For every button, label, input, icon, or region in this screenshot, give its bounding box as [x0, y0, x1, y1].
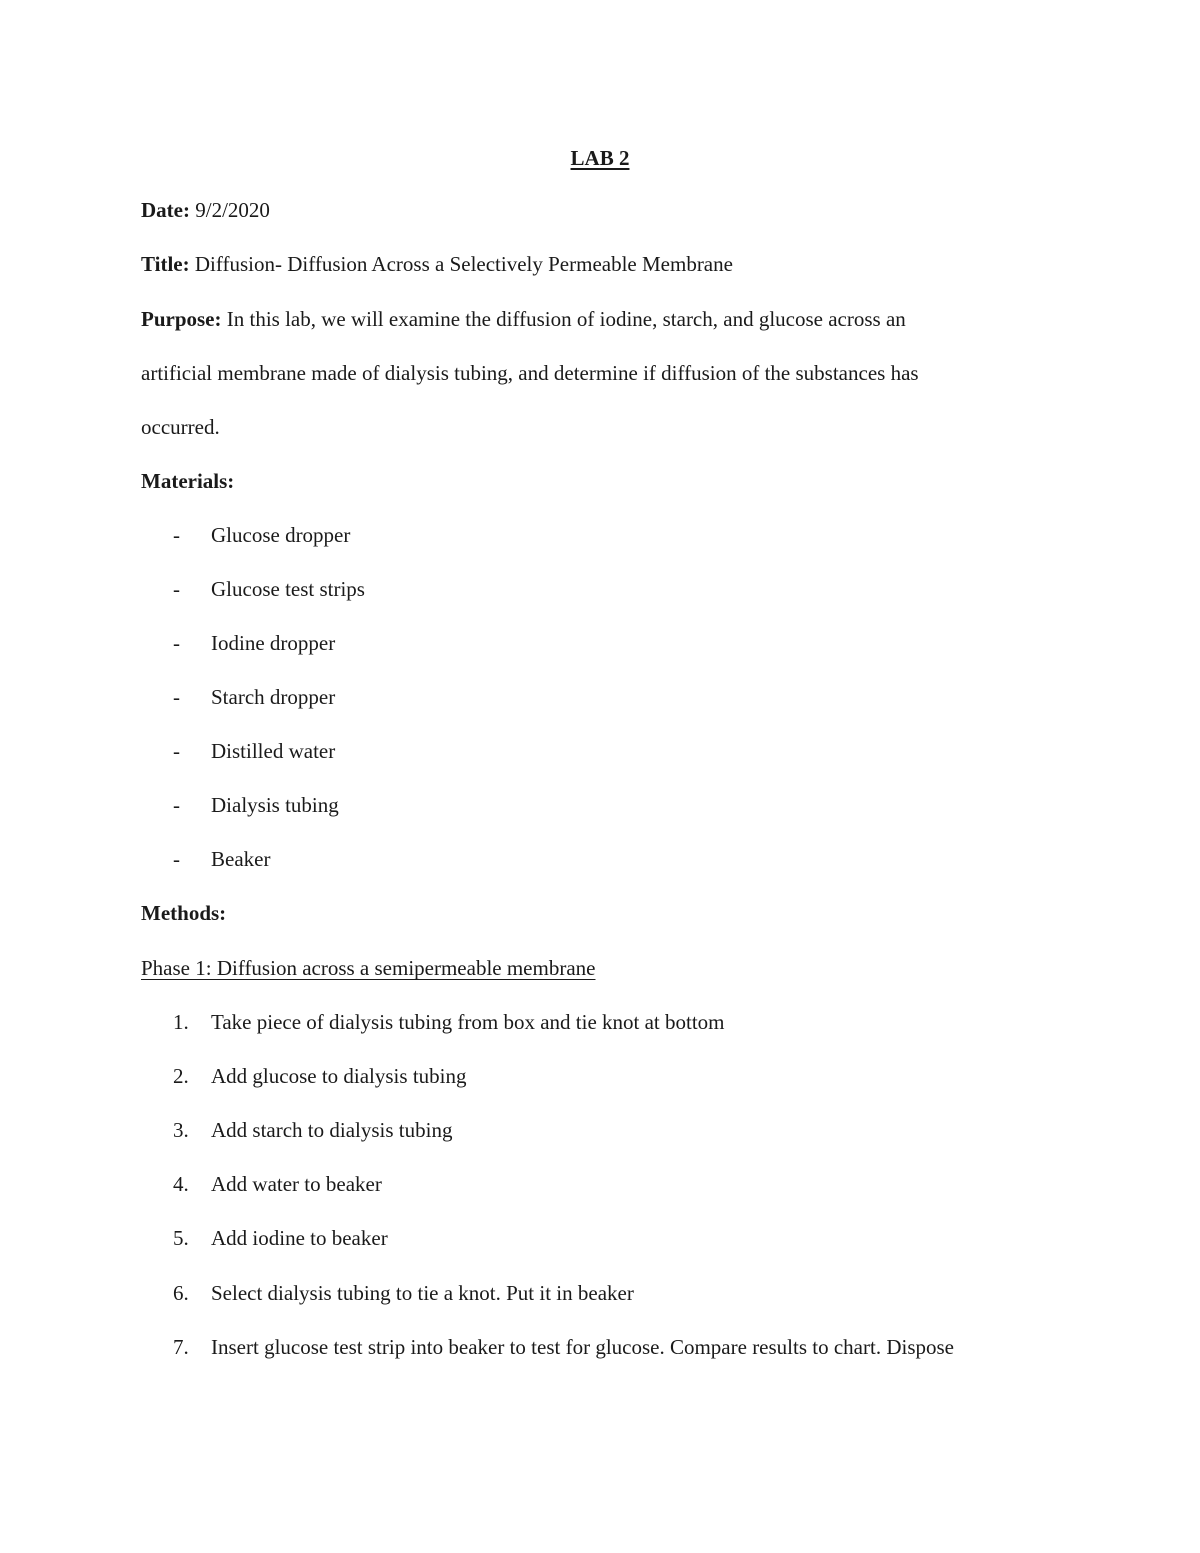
- purpose-line-2: artificial membrane made of dialysis tubing, and determine if diffusion of the substances has: [141, 361, 919, 385]
- date-value: 9/2/2020: [189, 198, 270, 222]
- materials-heading: Materials:: [141, 469, 235, 493]
- list-marker: -: [173, 631, 180, 655]
- list-marker: -: [173, 577, 180, 601]
- list-marker: -: [173, 847, 180, 871]
- list-marker: -: [173, 685, 180, 709]
- list-item-text: Beaker: [211, 847, 271, 871]
- purpose-line-1: [141, 305, 906, 333]
- list-item-text: Iodine dropper: [211, 631, 336, 655]
- purpose-line-3: occurred.: [141, 415, 220, 439]
- step-number: 5.: [173, 1226, 189, 1250]
- list-item-text: Glucose dropper: [211, 523, 351, 547]
- step-number: 7.: [173, 1335, 189, 1359]
- date-label: Date:: [141, 198, 190, 222]
- step-text: Add glucose to dialysis tubing: [211, 1064, 467, 1088]
- step-number: 2.: [173, 1064, 189, 1088]
- date-line: [141, 196, 270, 224]
- list-marker: -: [173, 793, 180, 817]
- step-text: Insert glucose test strip into beaker to test for glucose. Compare results to chart. Dispose: [211, 1335, 954, 1359]
- purpose-label: Purpose:: [141, 307, 222, 331]
- list-item-text: Distilled water: [211, 739, 336, 763]
- list-marker: -: [173, 523, 180, 547]
- step-text: Add iodine to beaker: [211, 1226, 388, 1250]
- phase1-heading: Phase 1: Diffusion across a semipermeable membrane: [141, 956, 596, 980]
- list-marker: -: [173, 739, 180, 763]
- step-text: Take piece of dialysis tubing from box and tie knot at bottom: [211, 1010, 725, 1034]
- step-text: Add starch to dialysis tubing: [211, 1118, 453, 1142]
- list-item-text: Glucose test strips: [211, 577, 365, 601]
- purpose-text-1: In this lab, we will examine the diffusion of iodine, starch, and glucose across an: [221, 307, 906, 331]
- step-number: 1.: [173, 1010, 189, 1034]
- title-line: [141, 250, 733, 278]
- lab-title: LAB 2: [570, 146, 630, 170]
- title-value: Diffusion- Diffusion Across a Selectively Permeable Membrane: [189, 252, 733, 276]
- step-number: 3.: [173, 1118, 189, 1142]
- title-label: Title:: [141, 252, 190, 276]
- step-number: 6.: [173, 1281, 189, 1305]
- list-item-text: Dialysis tubing: [211, 793, 339, 817]
- step-number: 4.: [173, 1172, 189, 1196]
- list-item-text: Starch dropper: [211, 685, 336, 709]
- step-text: Select dialysis tubing to tie a knot. Put it in beaker: [211, 1281, 634, 1305]
- step-text: Add water to beaker: [211, 1172, 382, 1196]
- methods-heading: Methods:: [141, 901, 227, 925]
